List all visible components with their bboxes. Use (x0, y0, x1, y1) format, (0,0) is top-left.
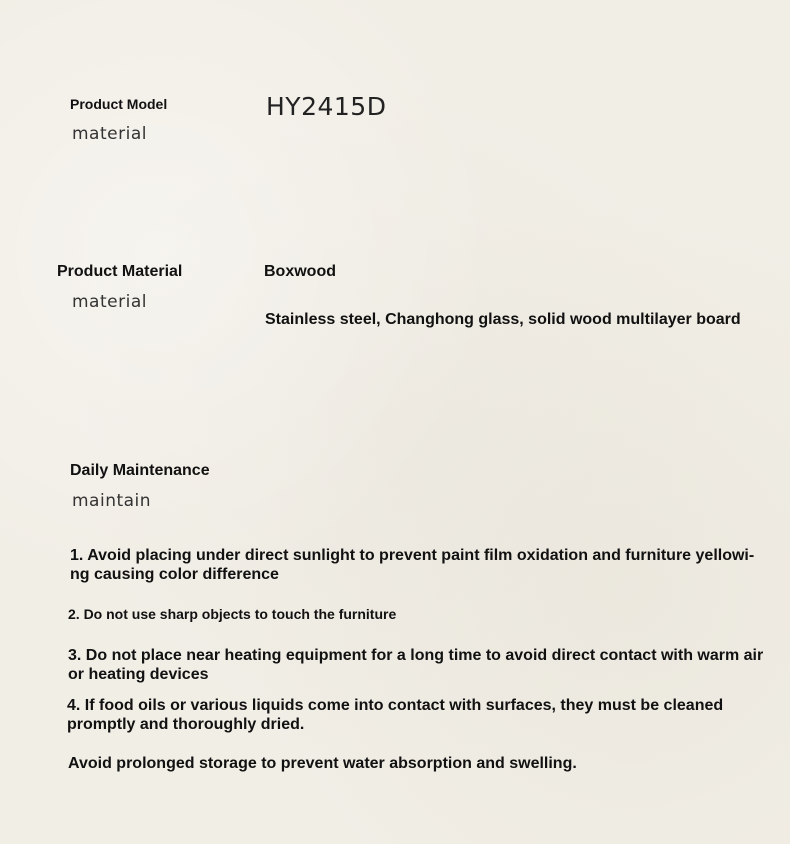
product-model-value: HY2415D (266, 92, 387, 121)
maintenance-item-3: 3. Do not place near heating equipment for a long time to avoid direct contact with warm air or heating devices (68, 647, 764, 683)
maintenance-item-1: 1. Avoid placing under direct sunlight to prevent paint film oxidation and furniture yellowi-ng causing color difference (70, 547, 755, 583)
product-material-sublabel: material (72, 292, 147, 312)
product-material-label: Product Material (57, 263, 183, 280)
daily-maintenance-sublabel: maintain (72, 491, 152, 511)
product-model-sublabel: material (72, 124, 147, 144)
maintenance-item-2: 2. Do not use sharp objects to touch the furniture (68, 606, 397, 622)
product-material-value-primary: Boxwood (264, 263, 336, 280)
product-material-value-secondary: Stainless steel, Changhong glass, solid wood multilayer board (265, 311, 741, 328)
daily-maintenance-label: Daily Maintenance (70, 462, 210, 479)
maintenance-item-4: 4. If food oils or various liquids come into contact with surfaces, they must be cleaned promptly and thoroughly dried. (67, 697, 724, 733)
product-model-label: Product Model (70, 96, 168, 112)
maintenance-item-5: Avoid prolonged storage to prevent water absorption and swelling. (68, 755, 577, 772)
